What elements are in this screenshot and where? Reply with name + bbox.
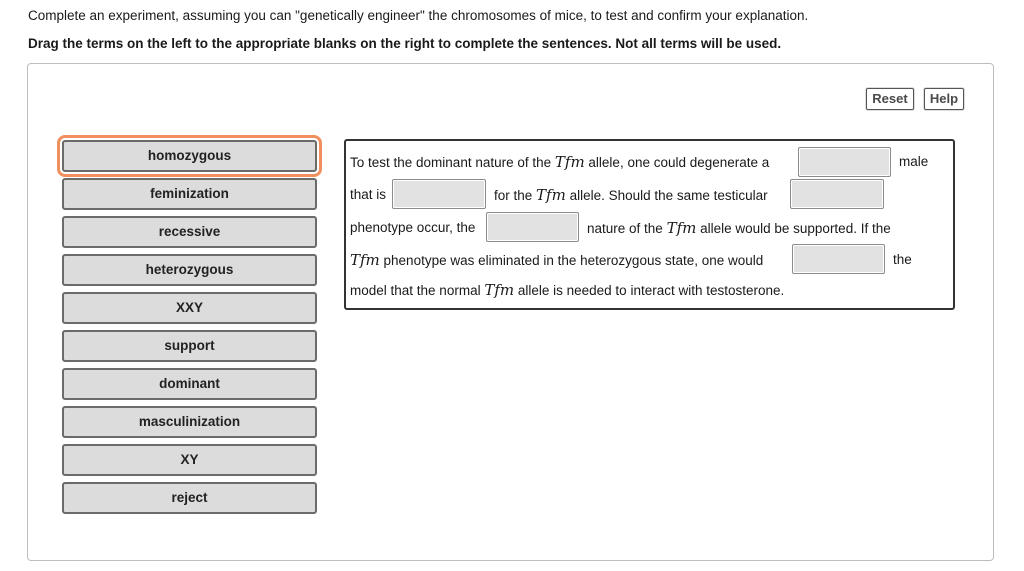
- term-xy[interactable]: XY: [62, 444, 317, 476]
- sentence-text-phenotype: phenotype occur, the: [350, 220, 476, 235]
- instruction-bold-text: Drag the terms on the left to the appropriate blanks on the right to complete the sentences. Not all terms will be used.: [28, 36, 782, 51]
- term-heterozygous[interactable]: heterozygous: [62, 254, 317, 286]
- gene-symbol: Tfm: [484, 281, 515, 299]
- term-reject[interactable]: reject: [62, 482, 317, 514]
- blank-3[interactable]: [790, 179, 884, 209]
- sentence-line-4: Tfm phenotype was eliminated in the heterozygous state, one would: [350, 251, 764, 269]
- gene-symbol: Tfm: [666, 219, 697, 237]
- sentence-text-that-is: that is: [350, 187, 387, 202]
- gene-symbol: Tfm: [554, 153, 585, 171]
- sentence-line-5: model that the normal Tfm allele is needed to interact with testosterone.: [350, 281, 785, 299]
- reset-button[interactable]: Reset: [866, 88, 914, 110]
- sentence-line-2: for the Tfm allele. Should the same testicular: [494, 186, 768, 204]
- blank-2[interactable]: [392, 179, 486, 209]
- sentence-line-1: To test the dominant nature of the Tfm allele, one could degenerate a: [350, 153, 770, 171]
- blank-1[interactable]: [798, 147, 891, 177]
- term-masculinization[interactable]: masculinization: [62, 406, 317, 438]
- term-xxy[interactable]: XXY: [62, 292, 317, 324]
- blank-4[interactable]: [486, 212, 579, 242]
- term-recessive[interactable]: recessive: [62, 216, 317, 248]
- sentence-box: [344, 139, 955, 310]
- instruction-text: Complete an experiment, assuming you can "genetically engineer" the chromosomes of mice, to test and confirm your explanation.: [28, 8, 809, 23]
- sentence-line-3: nature of the Tfm allele would be supported. If the: [587, 219, 891, 237]
- sentence-word-male: male: [899, 154, 929, 169]
- blank-5[interactable]: [792, 244, 885, 274]
- sentence-word-the: the: [893, 252, 912, 267]
- gene-symbol: Tfm: [536, 186, 566, 204]
- help-button[interactable]: Help: [924, 88, 964, 110]
- gene-symbol: Tfm: [350, 251, 380, 269]
- exercise-panel: [27, 63, 994, 561]
- term-feminization[interactable]: feminization: [62, 178, 317, 210]
- term-homozygous[interactable]: homozygous: [62, 140, 317, 172]
- term-support[interactable]: support: [62, 330, 317, 362]
- term-dominant[interactable]: dominant: [62, 368, 317, 400]
